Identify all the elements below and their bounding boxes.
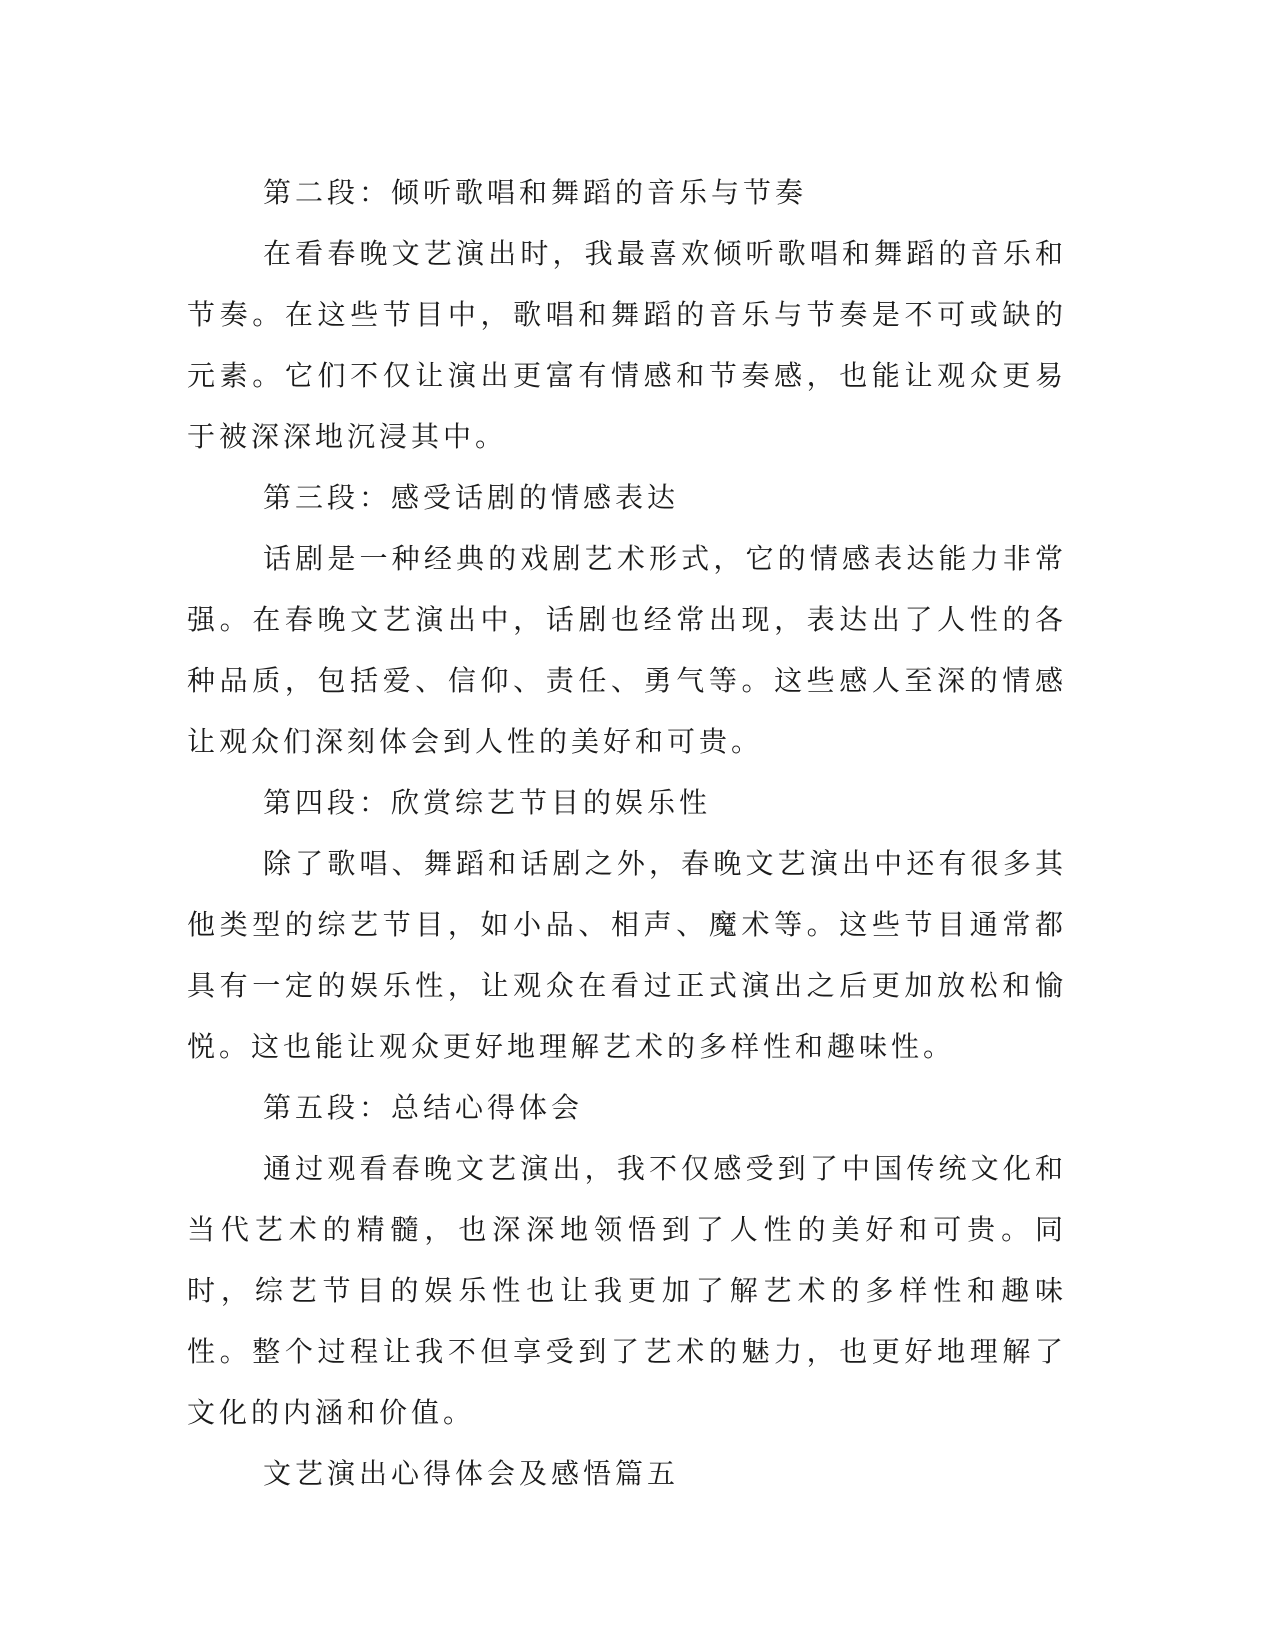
section-heading: 第四段：欣赏综艺节目的娱乐性 <box>263 786 712 819</box>
section-heading: 第五段：总结心得体会 <box>263 1091 584 1124</box>
section-paragraph: 通过观看春晚文艺演出，我不仅感受到了中国传统文化和当代艺术的精髓，也深深地领悟到了人性的美好和可贵。同时，综艺节目的娱乐性也让我更加了解艺术的多样性和趣味性。整个过程让我不但享受到了艺术的魅力，也更好地理解了文化的内涵和价值。 <box>187 1152 1067 1429</box>
closing-title: 文艺演出心得体会及感悟篇五 <box>263 1457 680 1490</box>
section-heading: 第二段：倾听歌唱和舞蹈的音乐与节奏 <box>263 176 808 209</box>
section-paragraph: 话剧是一种经典的戏剧艺术形式，它的情感表达能力非常强。在春晚文艺演出中，话剧也经常出现，表达出了人性的各种品质，包括爱、信仰、责任、勇气等。这些感人至深的情感让观众们深刻体会到人性的美好和可贵。 <box>187 542 1067 758</box>
document-body <box>187 162 1067 1504</box>
section-paragraph: 在看春晚文艺演出时，我最喜欢倾听歌唱和舞蹈的音乐和节奏。在这些节目中，歌唱和舞蹈的音乐与节奏是不可或缺的元素。它们不仅让演出更富有情感和节奏感，也能让观众更易于被深深地沉浸其中。 <box>187 237 1067 453</box>
section-paragraph: 除了歌唱、舞蹈和话剧之外，春晚文艺演出中还有很多其他类型的综艺节目，如小品、相声、魔术等。这些节目通常都具有一定的娱乐性，让观众在看过正式演出之后更加放松和愉悦。这也能让观众更好地理解艺术的多样性和趣味性。 <box>187 847 1067 1063</box>
section-heading: 第三段：感受话剧的情感表达 <box>263 481 680 514</box>
